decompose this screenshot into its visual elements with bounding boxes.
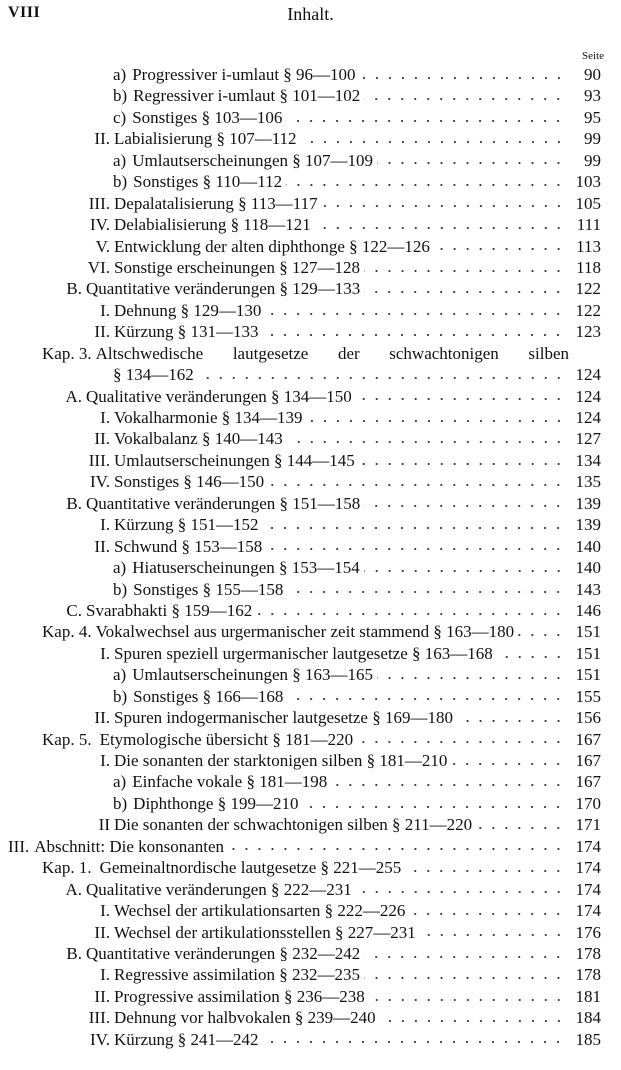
toc-entry-page: 151 (575, 622, 601, 642)
toc-entry-heading (58, 128, 569, 149)
toc-entry-title: Abschnitt: Die konsonanten (34, 836, 225, 856)
toc-entry-title: Sonstiges § 110—112 (133, 172, 283, 192)
toc-entry (0, 922, 621, 943)
toc-entry-title: Dehnung vor halbvokalen § 239—240 (114, 1008, 376, 1028)
toc-entry-page: 184 (575, 1008, 601, 1028)
toc-entry-page: 174 (575, 879, 601, 899)
toc-entry-heading (58, 900, 569, 921)
dot-leader (457, 716, 565, 726)
toc-entry-title: Kürzung § 241—242 (114, 1029, 259, 1049)
dot-leader (262, 523, 565, 533)
table-of-contents (0, 64, 621, 1050)
toc-entry-title: Wechsel der artikulationsarten § 222—226 (114, 901, 406, 921)
dot-leader (286, 116, 565, 126)
toc-entry-title: Vokalharmonie § 134—139 (114, 408, 303, 427)
toc-entry-heading (58, 257, 569, 278)
toc-entry-title: Regressiver i-umlaut § 101—102 (133, 86, 361, 106)
toc-entry (0, 943, 621, 964)
toc-entry-number: II. (94, 986, 110, 1006)
page-number: VIII (8, 4, 41, 21)
dot-leader (357, 737, 565, 747)
toc-entry-page: 151 (575, 643, 601, 663)
toc-entry-number: b) (113, 793, 128, 813)
toc-entry-title: Vokalbalanz § 140—143 (114, 429, 283, 449)
toc-entry-page: 124 (575, 408, 601, 427)
toc-entry-title: Sonstiges § 155—158 (133, 579, 284, 599)
toc-entry-number: II. (94, 429, 110, 449)
dot-leader (356, 887, 565, 897)
toc-entry-number: Kap. 5. (42, 729, 92, 749)
dot-leader (359, 459, 565, 469)
dot-leader (287, 437, 565, 447)
toc-entry-heading (113, 579, 569, 600)
toc-entry-page: 99 (584, 150, 601, 170)
toc-entry (0, 707, 621, 728)
toc-entry-title: Kürzung § 131—133 (114, 322, 259, 342)
toc-entry-title: Spuren speziell urgermanischer lautgesetze § 163—168 (114, 643, 493, 663)
toc-entry-number: I. (100, 965, 110, 985)
toc-entry (0, 300, 621, 321)
toc-entry-title: Kürzung § 151—152 (114, 515, 259, 535)
toc-entry-number: B. (66, 279, 82, 299)
dot-leader (360, 73, 565, 83)
toc-entry-page: 140 (575, 558, 601, 578)
toc-entry-title: Depalatalisierung § 113—117 (114, 193, 318, 213)
toc-entry-title: Gemeinaltnordische lautgesetze § 221—255 (99, 858, 402, 878)
toc-entry-page: 124 (575, 365, 601, 385)
toc-entry-number: a) (113, 772, 127, 792)
toc-entry-heading (42, 621, 569, 642)
toc-entry (0, 85, 621, 106)
toc-entry-heading (8, 836, 569, 857)
toc-entry-heading (40, 943, 569, 964)
toc-entry-number: II. (94, 536, 110, 556)
dot-leader (262, 330, 565, 340)
toc-entry-title: Qualitative veränderungen § 222—231 (86, 879, 352, 899)
toc-entry-heading (58, 321, 569, 342)
toc-entry (0, 107, 621, 128)
toc-entry-heading (58, 707, 569, 728)
toc-entry (0, 1029, 621, 1050)
toc-entry-title: Labialisierung § 107—112 (114, 129, 297, 149)
toc-entry-page: 171 (575, 815, 601, 835)
toc-entry (0, 793, 621, 814)
toc-entry-heading (40, 879, 569, 900)
toc-entry-number: VI. (87, 257, 110, 277)
toc-entry-heading (113, 664, 569, 685)
toc-entry (0, 857, 621, 878)
toc-entry (0, 643, 621, 664)
toc-entry-heading (58, 750, 569, 771)
dot-leader (451, 759, 565, 769)
dot-leader (377, 158, 565, 168)
toc-entry-page: 113 (576, 236, 601, 256)
toc-entry (0, 557, 621, 578)
dot-leader (364, 266, 565, 276)
toc-entry (0, 771, 621, 792)
toc-entry-page: 155 (575, 686, 601, 706)
toc-entry-page: 95 (584, 107, 601, 127)
toc-entry-title: Qualitative veränderungen § 134—150 (86, 386, 352, 406)
dot-leader (198, 373, 565, 383)
toc-entry-title: Quantitative veränderungen § 151—158 (86, 493, 361, 513)
toc-entry (0, 407, 621, 428)
toc-entry-page: 143 (575, 579, 601, 599)
dot-leader (377, 673, 565, 683)
toc-entry-number: I. (100, 643, 110, 663)
dot-leader (287, 587, 565, 597)
dot-leader (262, 1037, 565, 1047)
toc-entry-heading (113, 771, 569, 792)
dot-leader (265, 309, 565, 319)
toc-entry-heading (58, 450, 569, 471)
toc-entry-page: 124 (575, 386, 601, 406)
toc-entry-number: A. (65, 386, 82, 406)
toc-entry-page: 105 (575, 193, 601, 213)
dot-leader (302, 802, 565, 812)
toc-entry-number: IV. (90, 472, 110, 492)
toc-entry-page: 140 (575, 536, 601, 556)
toc-entry-title: Die sonanten der schwachtonigen silben § 211—220 (114, 815, 473, 835)
toc-entry-heading (113, 171, 569, 192)
toc-entry-number: III. (8, 836, 30, 856)
dot-leader (266, 544, 565, 554)
running-title: Inhalt. (287, 4, 334, 24)
toc-entry-title: Dehnung § 129—130 (114, 300, 262, 320)
toc-entry-number: b) (113, 686, 128, 706)
toc-entry (0, 236, 621, 257)
toc-entry-heading (58, 300, 569, 321)
toc-entry-title: Entwicklung der alten diphthonge § 122—126 (114, 236, 430, 256)
toc-entry-number: V. (95, 236, 110, 256)
toc-entry (0, 686, 621, 707)
toc-entry-page: 178 (575, 943, 601, 963)
toc-entry-heading (113, 85, 569, 106)
toc-entry (0, 321, 621, 342)
toc-entry-heading (58, 922, 569, 943)
toc-entry-heading (58, 536, 569, 557)
toc-entry (0, 986, 621, 1007)
toc-entry-title: Quantitative veränderungen § 232—242 (86, 943, 361, 963)
toc-entry-page: 123 (575, 322, 601, 342)
toc-entry-page: 174 (575, 836, 601, 856)
toc-entry-title: Regressive assimilation § 232—235 (114, 965, 361, 985)
toc-entry-number: Kap. 3. (42, 343, 92, 363)
toc-entry-title: Vokalwechsel aus urgermanischer zeit stammend § 163—180 (95, 622, 515, 642)
toc-entry-heading (113, 364, 569, 385)
toc-entry-number: b) (113, 579, 128, 599)
toc-entry-page: 139 (575, 515, 601, 535)
toc-entry-number: I. (100, 901, 110, 921)
toc-entry-page: 90 (584, 65, 601, 84)
dot-leader (331, 780, 565, 790)
toc-entry (0, 514, 621, 535)
toc-entry (0, 386, 621, 407)
toc-entry-title: Schwund § 153—158 (114, 536, 263, 556)
toc-entry-page: 185 (575, 1029, 601, 1049)
toc-entry-heading (113, 686, 569, 707)
dot-leader (228, 844, 565, 854)
toc-entry-title: Progressive assimilation § 236—238 (114, 986, 365, 1006)
toc-entry-page: 170 (575, 793, 601, 813)
toc-entry (0, 128, 621, 149)
toc-entry-heading (42, 729, 569, 750)
toc-entry-heading (58, 236, 569, 257)
toc-entry-title: Delabialisierung § 118—121 (114, 215, 311, 235)
toc-entry (0, 150, 621, 171)
toc-entry-page: 134 (575, 450, 601, 470)
toc-entry-heading (58, 814, 569, 835)
toc-entry-title: Umlautserscheinungen § 163—165 (132, 665, 374, 685)
toc-entry-title: Hiatuserscheinungen § 153—154 (132, 558, 360, 578)
toc-entry-number: I. (100, 751, 110, 770)
toc-entry-heading (58, 407, 569, 428)
toc-entry-title: Quantitative veränderungen § 129—133 (86, 279, 361, 299)
toc-entry-page: 122 (575, 300, 601, 320)
toc-entry-title: Diphthonge § 199—210 (133, 793, 299, 813)
toc-entry-page: 174 (575, 901, 601, 921)
dot-leader (409, 909, 565, 919)
dot-leader (322, 201, 565, 211)
toc-entry (0, 879, 621, 900)
toc-entry-number: II. (94, 322, 110, 342)
dot-leader (476, 823, 565, 833)
toc-entry-number: II (98, 815, 110, 835)
dot-leader (518, 630, 565, 640)
dot-leader (420, 930, 565, 940)
dot-leader (497, 652, 565, 662)
toc-entry-title: Sonstiges § 166—168 (133, 686, 284, 706)
dot-leader (301, 137, 565, 147)
toc-entry-number: III. (88, 1008, 110, 1028)
toc-entry-title: Wechsel der artikulationsstellen § 227—231 (114, 922, 416, 942)
toc-entry-page: 167 (575, 772, 601, 792)
toc-entry-number: II. (94, 922, 110, 942)
toc-entry-number: II. (94, 129, 110, 149)
toc-entry-title: Etymologische übersicht § 181—220 (99, 729, 354, 749)
toc-entry-heading (58, 964, 569, 985)
toc-entry (0, 621, 621, 642)
toc-entry (0, 493, 621, 514)
toc-entry-number: I. (100, 300, 110, 320)
toc-entry-heading (42, 343, 569, 364)
toc-entry-heading (113, 64, 569, 85)
dot-leader (364, 566, 565, 576)
toc-entry (0, 257, 621, 278)
toc-entry-number: I. (100, 408, 110, 427)
toc-entry-page: 93 (584, 86, 601, 106)
dot-leader (364, 973, 565, 983)
toc-entry-heading (40, 600, 569, 621)
toc-entry-title: § 134—162 (113, 365, 194, 385)
toc-entry (0, 600, 621, 621)
toc-entry (0, 964, 621, 985)
toc-entry-number: a) (113, 150, 127, 170)
toc-entry (0, 428, 621, 449)
toc-entry-page: 103 (575, 172, 601, 192)
toc-entry-heading (58, 1029, 569, 1050)
toc-entry-number: b) (113, 172, 128, 192)
toc-entry-heading (58, 514, 569, 535)
toc-entry-heading (58, 471, 569, 492)
toc-entry (0, 64, 621, 85)
toc-entry (0, 814, 621, 835)
toc-entry-number: IV. (90, 1029, 110, 1049)
toc-entry (0, 750, 621, 771)
toc-entry-page: 176 (575, 922, 601, 942)
dot-leader (268, 480, 565, 490)
dot-leader (364, 287, 565, 297)
toc-entry-page: 146 (575, 600, 601, 620)
toc-entry-heading (42, 857, 569, 878)
toc-entry-heading (58, 1007, 569, 1028)
toc-entry-heading (58, 643, 569, 664)
toc-entry-page: 122 (575, 279, 601, 299)
toc-entry-title: Spuren indogermanischer lautgesetze § 169—180 (114, 708, 453, 728)
toc-entry-number: III. (88, 193, 110, 213)
dot-leader (256, 609, 565, 619)
dot-leader (287, 694, 565, 704)
toc-entry-number: c) (113, 107, 127, 127)
toc-entry-title: Sonstiges § 103—106 (132, 107, 283, 127)
toc-entry (0, 450, 621, 471)
dot-leader (364, 952, 565, 962)
toc-entry-number: a) (113, 558, 127, 578)
toc-entry-title: Progressiver i-umlaut § 96—100 (132, 65, 356, 84)
toc-entry-number: II. (94, 708, 110, 728)
toc-entry-number: B. (66, 943, 82, 963)
toc-entry (0, 579, 621, 600)
toc-entry-number: Kap. 1. (42, 858, 92, 878)
toc-entry-number: A. (65, 879, 82, 899)
toc-entry-number: III. (88, 450, 110, 470)
dot-leader (364, 501, 565, 511)
toc-entry-heading (58, 193, 569, 214)
dot-leader (434, 244, 565, 254)
toc-entry-heading (113, 557, 569, 578)
toc-entry-page: 174 (575, 858, 601, 878)
dot-leader (307, 416, 565, 426)
toc-entry (0, 536, 621, 557)
dot-leader (315, 223, 565, 233)
toc-entry-heading (40, 493, 569, 514)
toc-entry (0, 343, 621, 364)
toc-entry-title: Umlautserscheinungen § 144—145 (114, 450, 355, 470)
toc-entry-title: Sonstiges § 146—150 (114, 472, 265, 492)
toc-entry (0, 836, 621, 857)
toc-entry-page: 151 (575, 665, 601, 685)
toc-entry-page: 99 (584, 129, 601, 149)
toc-entry-page: 139 (575, 493, 601, 513)
toc-entry-title: Die sonanten der starktonigen silben § 181—210 (114, 751, 448, 770)
toc-entry-heading (58, 986, 569, 1007)
toc-entry (0, 471, 621, 492)
toc-entry (0, 214, 621, 235)
toc-entry-page: 156 (575, 708, 601, 728)
toc-entry (0, 1007, 621, 1028)
dot-leader (380, 1016, 565, 1026)
toc-entry-heading (40, 386, 569, 407)
dot-leader (405, 866, 565, 876)
toc-entry (0, 278, 621, 299)
toc-entry (0, 729, 621, 750)
toc-entry-title: Einfache vokale § 181—198 (132, 772, 328, 792)
toc-entry-heading (113, 150, 569, 171)
dot-leader (286, 180, 565, 190)
toc-entry-number: Kap. 4. (42, 622, 92, 642)
toc-entry-heading (58, 428, 569, 449)
toc-entry-page: 167 (575, 751, 601, 770)
toc-entry-page: 167 (575, 729, 601, 749)
toc-entry-number: a) (113, 65, 127, 84)
toc-entry (0, 171, 621, 192)
toc-entry-page: 118 (576, 257, 601, 277)
dot-leader (369, 995, 565, 1005)
toc-entry-number: a) (113, 665, 127, 685)
toc-entry-heading (58, 214, 569, 235)
toc-entry (0, 664, 621, 685)
toc-entry-title: Sonstige erscheinungen § 127—128 (114, 257, 360, 277)
toc-entry-page: 135 (575, 472, 601, 492)
toc-entry-number: B. (66, 493, 82, 513)
toc-entry (0, 900, 621, 921)
toc-entry-heading (113, 107, 569, 128)
toc-entry-title: Svarabhakti § 159—162 (86, 600, 253, 620)
toc-entry-number: C. (66, 600, 82, 620)
toc-entry-page: 181 (575, 986, 601, 1006)
toc-entry-number: I. (100, 515, 110, 535)
page-column-label: Seite (582, 50, 604, 62)
toc-entry (0, 193, 621, 214)
toc-entry-page: 178 (575, 965, 601, 985)
toc-entry-title: Altschwedische lautgesetze der schwachtonigen silben (95, 343, 569, 363)
toc-entry-number: IV. (90, 215, 110, 235)
toc-entry-title: Umlautserscheinungen § 107—109 (132, 150, 374, 170)
dot-leader (364, 94, 565, 104)
toc-entry-heading (40, 278, 569, 299)
dot-leader (356, 394, 565, 404)
toc-entry-number: b) (113, 86, 128, 106)
toc-entry-page: 127 (575, 429, 601, 449)
toc-entry-heading (113, 793, 569, 814)
toc-entry (0, 364, 621, 385)
toc-entry-page: 111 (576, 215, 601, 235)
